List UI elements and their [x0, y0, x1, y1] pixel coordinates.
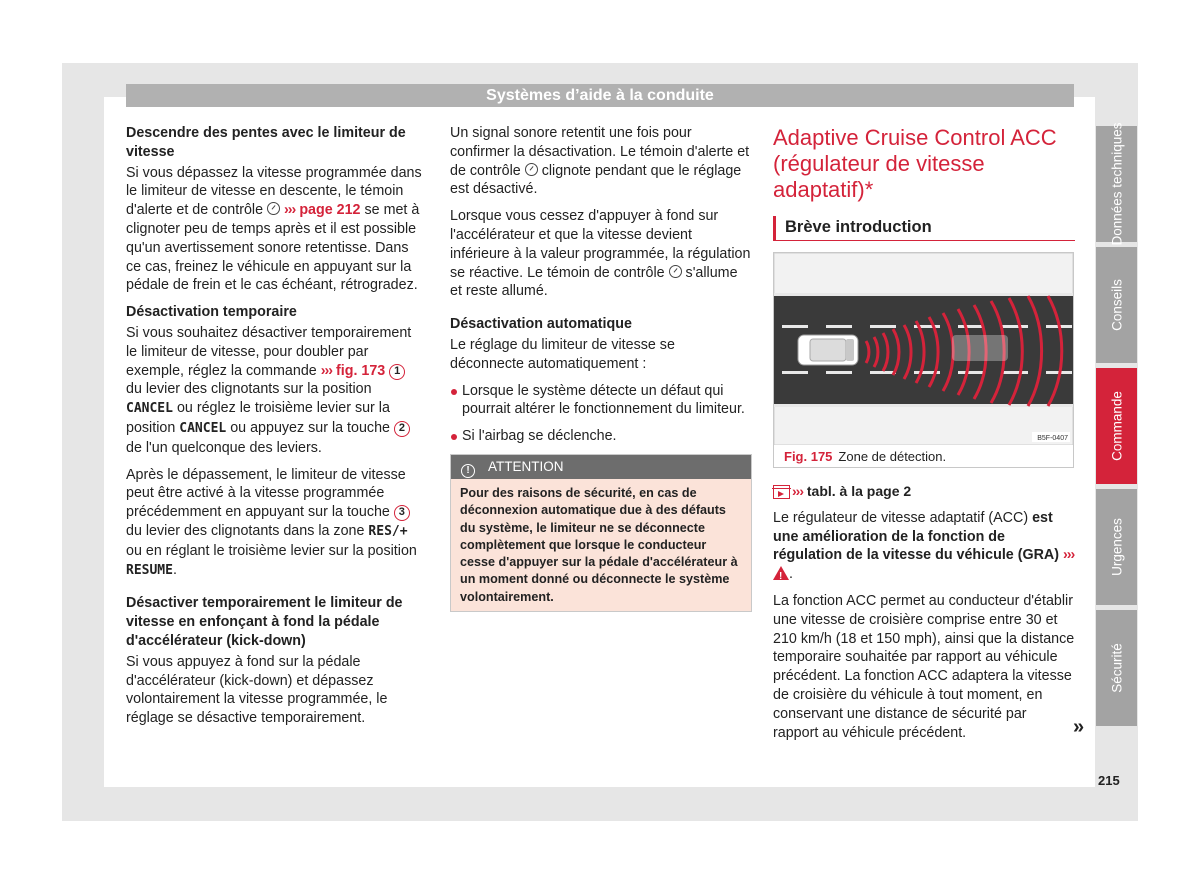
text: ou réglez le troisième levier sur la position: [126, 400, 390, 436]
text: Si vous dépassez la vitesse programmée dans le limiteur de vitesse en descente, le témoin d'alerte et de contrôle: [126, 164, 422, 219]
text: Un signal sonore retentit une fois pour confirmer la désactivation. Le témoin d'alerte et de contrôle: [450, 125, 750, 179]
paragraph: Le régulateur de vitesse adaptatif (ACC) est une amélioration de la fonction de régulation de la vitesse du véhicule (GRA) ››› !.: [773, 509, 1075, 584]
text: Le régulateur de vitesse adaptatif (ACC): [773, 509, 1029, 526]
text: ou en réglant le troisième levier sur la position: [126, 542, 417, 559]
text: Lorsque vous cessez d'appuyer à fond sur l'accélérateur et que la vitesse devient inférieure à la valeur programmée, la régulation se réactive. Le témoin de contrôle: [450, 208, 751, 281]
paragraph: [450, 124, 752, 199]
res-plus-label: RES/+: [368, 523, 408, 539]
tab-urgences[interactable]: [1096, 489, 1137, 605]
list-item: Si l'airbag se déclenche.: [450, 427, 752, 446]
acc-detection-illustration: [774, 253, 1073, 445]
alert-circle-icon: !: [461, 464, 475, 478]
tab-label: Urgences: [1109, 518, 1124, 576]
paragraph: [450, 207, 752, 301]
attention-header: [451, 455, 751, 479]
speed-limiter-icon: [525, 163, 538, 176]
tab-label: Commande: [1109, 391, 1124, 461]
speed-limiter-icon: [669, 265, 682, 278]
car-icon: [798, 335, 858, 365]
attention-title: ATTENTION: [488, 458, 564, 474]
text: Après le dépassement, le limiteur de vitesse peut être activé à la vitesse programmée précédemment en appuyant sur la touche: [126, 466, 406, 521]
paragraph: Après le dépassement, le limiteur de vitesse peut être activé à la vitesse programmée précédemment en appuyant sur la touche 3 du levier des clignotants dans la zone RES/+ ou en réglant le troisième levier sur la position RESUME.: [126, 466, 417, 578]
figure-reference-link[interactable]: fig. 173: [335, 362, 386, 379]
text: ou appuyez sur la touche: [230, 419, 390, 436]
arrow-glyph: ›››: [284, 202, 296, 219]
section-header: Systèmes d’aide à la conduite: [126, 84, 1074, 107]
paragraph: Si vous appuyez à fond sur la pédale d'accélérateur (kick-down) et dépassez volontairement la vitesse programmée, le réglage se désactive temporairement.: [126, 653, 388, 727]
paragraph: La fonction ACC permet au conducteur d'établir une vitesse de croisière comprise entre 30 et 210 km/h (18 et 150 mph), ainsi que la distance temporaire souhaitée par rapport au véhicule précédent. La fonction ACC adaptera la vitesse de croisière du véhicule à tout moment, en conservant une distance de sécurité par rapport au véhicule précédent.: [773, 592, 1075, 741]
tab-label: Sécurité: [1109, 643, 1124, 693]
column-3: [773, 124, 1075, 750]
figure-label: Fig. 175: [784, 449, 833, 464]
text: Si vous souhaitez désactiver temporairement le limiteur de vitesse, pour doubler par exemple, réglez la commande: [126, 324, 412, 379]
figure-175: [773, 252, 1074, 468]
figure-code: B5F-0407: [1037, 435, 1068, 442]
text: clignote pendant que le réglage est désactivé.: [450, 162, 742, 198]
callout-number: 1: [389, 364, 405, 380]
attention-body: Pour des raisons de sécurité, en cas de déconnexion automatique due à des défauts du système, le limiteur ne se déconnecte complètement que lorsque le conducteur cesse d'appuyer sur la pédale d'accélérateur à un moment donné ou déconnecte le système volontairement.: [451, 479, 751, 611]
tab-donnees-techniques[interactable]: [1096, 122, 1137, 246]
text: du levier des clignotants sur la position: [126, 381, 372, 398]
arrow-glyph: ›››: [1063, 547, 1075, 564]
paragraph: [126, 324, 422, 458]
table-reference[interactable]: [773, 482, 1075, 501]
column-1: [126, 124, 422, 736]
subsection-heading: Brève introduction: [773, 216, 1075, 241]
tab-securite[interactable]: [1096, 610, 1137, 726]
continue-marker: »: [1073, 716, 1085, 738]
text: du levier des clignotants dans la zone: [126, 522, 365, 539]
heading-kick-down: Désactiver temporairement le limiteur de vitesse en enfonçant à fond la pédale d'accélérateur (kick-down): [126, 595, 403, 649]
heading-desactivation-automatique: Désactivation automatique: [450, 316, 632, 333]
tab-commande[interactable]: [1096, 368, 1137, 484]
callout-number: 3: [394, 505, 410, 521]
heading-descendre: Descendre des pentes avec le limiteur de vitesse: [126, 125, 406, 160]
attention-box: [450, 454, 752, 612]
cancel-label: CANCEL: [179, 420, 227, 436]
page-number: 215: [1098, 773, 1120, 788]
warning-triangle-icon[interactable]: [773, 566, 789, 580]
tab-conseils[interactable]: [1096, 247, 1137, 363]
paragraph: Le réglage du limiteur de vitesse se déconnecte automatiquement :: [450, 336, 675, 372]
arrow-glyph: ›››: [792, 483, 803, 499]
text: se met à clignoter peu de temps après et il est possible qu'un avertissement sonore retentisse. Dans ce cas, freinez le véhicule en appuyant sur la pédale de frein et le cas échéant, rétrogradez.: [126, 202, 420, 294]
resume-label: RESUME: [126, 562, 173, 578]
cancel-label: CANCEL: [126, 401, 173, 417]
page-reference-link[interactable]: page 212: [299, 202, 361, 219]
arrow-glyph: ›››: [320, 362, 332, 379]
callout-number: 2: [394, 421, 410, 437]
chapter-title: Adaptive Cruise Control ACC (régulateur de vitesse adaptatif)*: [773, 125, 1057, 202]
table-reference-link[interactable]: tabl. à la page 2: [806, 483, 912, 499]
list-item: Lorsque le système détecte un défaut qui pourrait altérer le fonctionnement du limiteur.: [450, 382, 752, 420]
heading-desactivation-temporaire: Désactivation temporaire: [126, 304, 297, 321]
column-2: [450, 124, 752, 612]
tab-label: Données techniques: [1109, 122, 1124, 246]
tab-label: Conseils: [1109, 279, 1124, 331]
text: de l'un quelconque des leviers.: [126, 439, 322, 456]
speed-limiter-icon: [267, 202, 280, 215]
paragraph: [126, 164, 422, 296]
caption-text: Zone de détection.: [838, 449, 947, 464]
figure-caption: [784, 448, 946, 467]
text-bold: est une amélioration de la fonction de régulation de la vitesse du véhicule (GRA): [773, 509, 1060, 564]
video-clip-icon: [773, 485, 790, 499]
text: s'allume et reste allumé.: [450, 264, 738, 300]
